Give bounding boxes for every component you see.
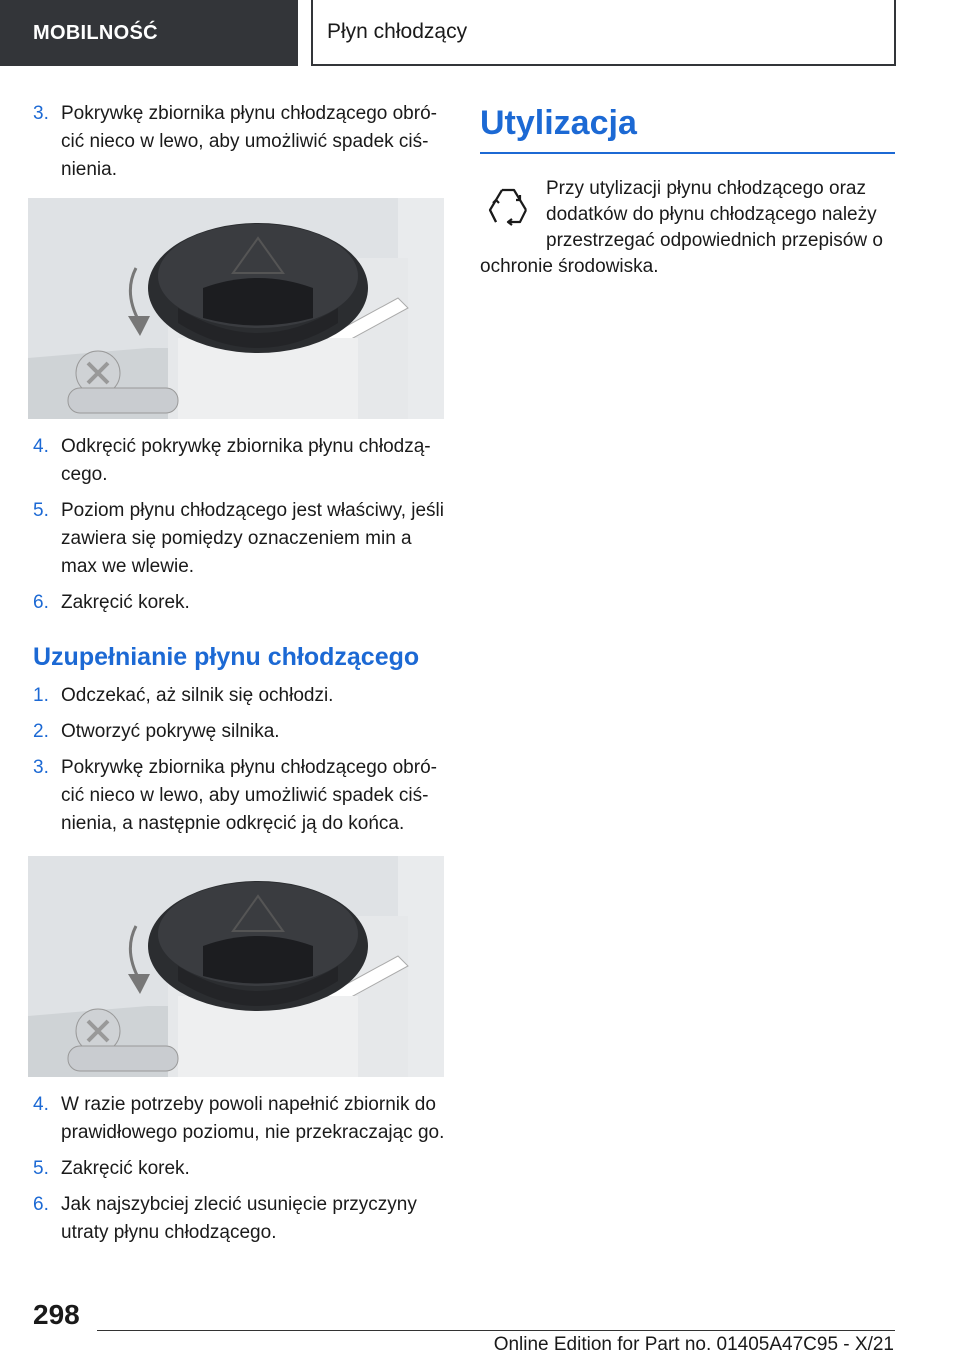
- section-title-disposal: Utylizacja: [480, 104, 637, 142]
- step-text: Poziom płynu chłodzącego jest właściwy, jeśli zawiera się pomiędzy oznaczeniem min a max we wlewie.: [61, 500, 444, 577]
- header-topic-tab: [311, 0, 896, 66]
- step-text: Pokrywkę zbiornika płynu chłodzącego obró-cić nieco w lewo, aby umożliwić spadek ciś-nienia.: [61, 103, 437, 180]
- step-item: [33, 682, 449, 710]
- step-number: 5.: [33, 500, 49, 521]
- step-item: [33, 1091, 449, 1147]
- steps-b: [33, 433, 449, 617]
- step-text: Zakręcić korek.: [61, 1158, 190, 1179]
- footer-divider: [97, 1330, 895, 1331]
- environment-note: [480, 176, 895, 280]
- header-section-label: MOBILNOŚĆ: [33, 21, 158, 44]
- environment-note-text: Przy utylizacji płynu chłodzącego oraz dodatków do płynu chłodzącego należy przestrzegać odpowiednich przepisów o ochronie środowiska.: [480, 178, 883, 277]
- step-item: [33, 754, 449, 838]
- step-item: [33, 718, 449, 746]
- step-number: 3.: [33, 103, 49, 124]
- right-column: [480, 100, 895, 280]
- header-section-tab: [0, 0, 298, 66]
- step-number: 5.: [33, 1158, 49, 1179]
- step-number: 6.: [33, 1194, 49, 1215]
- step-text: W razie potrzeby powoli napełnić zbiornik do prawidłowego poziomu, nie przekraczając go.: [61, 1094, 445, 1143]
- step-number: 3.: [33, 757, 49, 778]
- footer-edition: Online Edition for Part no. 01405A47C95 - X/21: [493, 1334, 894, 1355]
- page-number: 298: [33, 1299, 80, 1330]
- step-item: [33, 1155, 449, 1183]
- step-item: [33, 589, 449, 617]
- step-text: Jak najszybciej zlecić usunięcie przyczyny utraty płynu chłodzącego.: [61, 1194, 417, 1243]
- step-item: [33, 497, 449, 581]
- step-item: [33, 1191, 449, 1247]
- step-number: 6.: [33, 592, 49, 613]
- coolant-cap-illustration-2: [28, 856, 444, 1077]
- steps-d: [33, 1091, 449, 1247]
- step-number: 1.: [33, 685, 49, 706]
- step-text: Odczekać, aż silnik się ochłodzi.: [61, 685, 334, 706]
- step-text: Odkręcić pokrywkę zbiornika płynu chłodzą-cego.: [61, 436, 431, 485]
- left-column: [33, 100, 449, 1255]
- recycle-icon: [480, 180, 536, 236]
- coolant-cap-illustration-1: [28, 198, 444, 419]
- step-number: 4.: [33, 436, 49, 457]
- step-text: Zakręcić korek.: [61, 592, 190, 613]
- title-underline: [480, 152, 895, 154]
- steps-a: [33, 100, 449, 184]
- step-item: [33, 433, 449, 489]
- section-title-refill: Uzupełnianie płynu chłodzącego: [33, 643, 420, 671]
- header-topic-label: Płyn chłodzący: [327, 20, 468, 43]
- step-text: Otworzyć pokrywę silnika.: [61, 721, 280, 742]
- step-number: 2.: [33, 721, 49, 742]
- steps-c: [33, 682, 449, 838]
- step-text: Pokrywkę zbiornika płynu chłodzącego obró-cić nieco w lewo, aby umożliwić spadek ciś-nienia, a następnie odkręcić ją do końca.: [61, 757, 437, 834]
- step-item: [33, 100, 449, 184]
- step-number: 4.: [33, 1094, 49, 1115]
